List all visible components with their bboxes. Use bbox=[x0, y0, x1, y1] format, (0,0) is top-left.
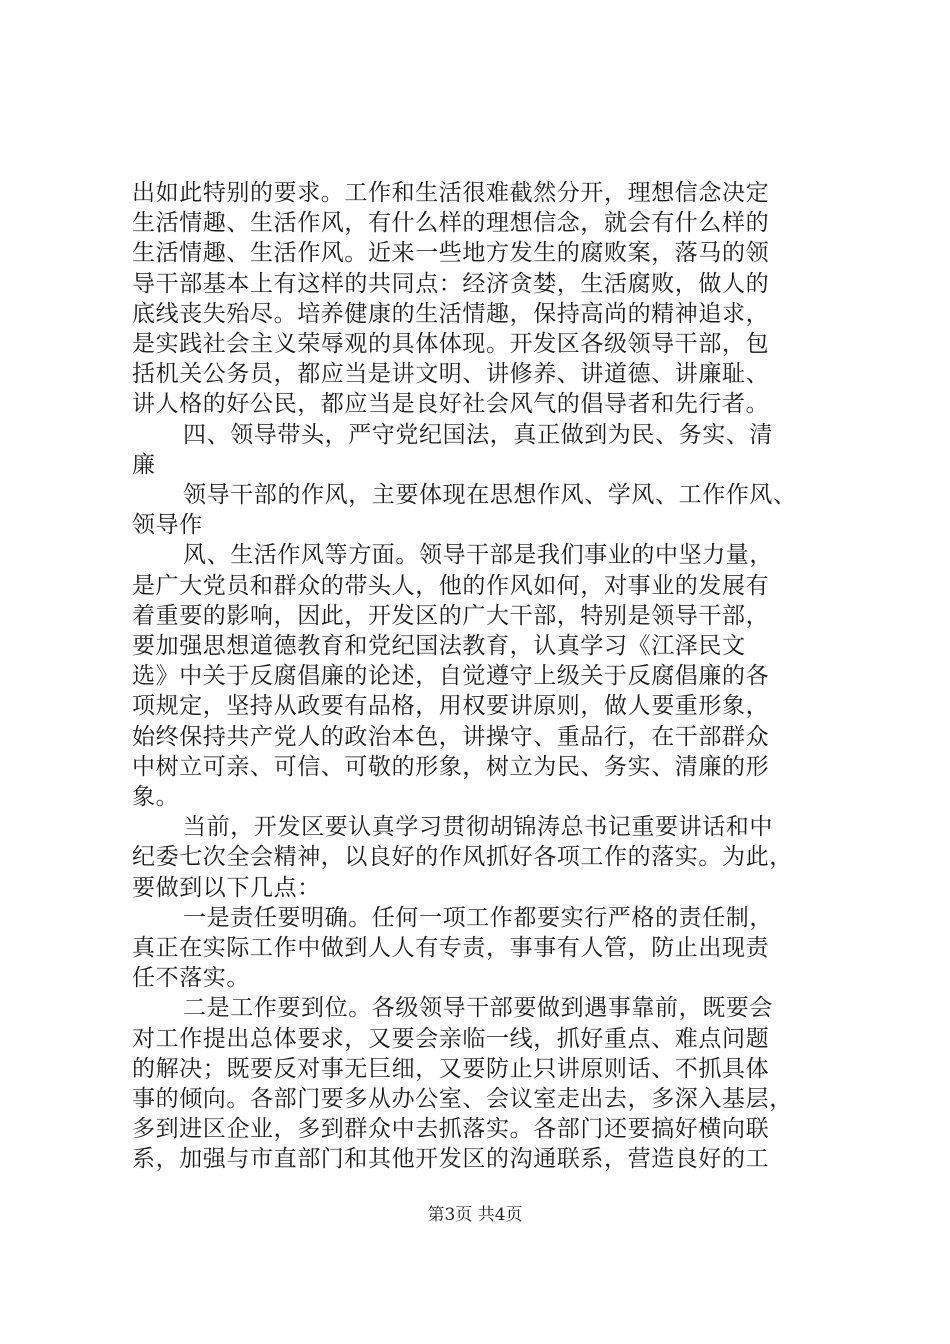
text-line: 一是责任要明确。任何一项工作都要实行严格的责任制， bbox=[183, 904, 773, 931]
text-line: 真正在实际工作中做到人人有专责，事事有人管，防止出现责 bbox=[132, 935, 770, 961]
text-line: 象。 bbox=[132, 784, 180, 810]
text-line: 风、生活作风等方面。领导干部是我们事业的中坚力量， bbox=[183, 542, 773, 569]
text-line: 二是工作要到位。各级领导干部要做到遇事靠前，既要会 bbox=[183, 995, 773, 1022]
section-heading: 四、领导带头，严守党纪国法，真正做到为民、务实、清 bbox=[183, 421, 773, 448]
text-line: 项规定，坚持从政要有品格，用权要讲原则，做人要重形象， bbox=[132, 693, 770, 720]
page-number-footer: 第3页 共4页 bbox=[427, 1205, 523, 1225]
text-line: 多到进区企业，多到群众中去抓落实。各部门还要搞好横向联 bbox=[132, 1116, 770, 1143]
text-line: 出如此特别的要求。工作和生活很难截然分开，理想信念决定 bbox=[132, 180, 770, 206]
text-line: 要做到以下几点： bbox=[132, 874, 321, 901]
text-line: 事的倾向。各部门要多从办公室、会议室走出去，多深入基层， bbox=[132, 1086, 793, 1112]
text-line: 要加强思想道德教育和党纪国法教育，认真学习《江泽民文 bbox=[132, 633, 746, 659]
text-line: 的解决；既要反对事无巨细，又要防止只讲原则话、不抓具体 bbox=[132, 1055, 770, 1082]
text-line: 是广大党员和群众的带头人，他的作风如何，对事业的发展有 bbox=[132, 572, 770, 599]
text-line: 着重要的影响，因此，开发区的广大干部，特别是领导干部， bbox=[132, 602, 770, 629]
text-line: 讲人格的好公民，都应当是良好社会风气的倡导者和先行者。 bbox=[132, 391, 770, 418]
text-line: 选》中关于反腐倡廉的论述，自觉遵守上级关于反腐倡廉的各 bbox=[132, 663, 770, 690]
text-line: 系，加强与市直部门和其他开发区的沟通联系，营造良好的工 bbox=[132, 1146, 770, 1173]
text-line: 始终保持共产党人的政治本色，讲操守、重品行，在干部群众 bbox=[132, 723, 770, 750]
text-line: 底线丧失殆尽。培养健康的生活情趣，保持高尚的精神追求， bbox=[132, 300, 770, 327]
text-line: 导干部基本上有这样的共同点：经济贪婪，生活腐败，做人的 bbox=[132, 270, 770, 297]
text-line: 任不落实。 bbox=[132, 965, 250, 992]
text-line: 领导作 bbox=[132, 512, 203, 539]
text-line: 纪委七次全会精神，以良好的作风抓好各项工作的落实。为此， bbox=[132, 844, 793, 871]
text-line: 生活情趣、生活作风。近来一些地方发生的腐败案，落马的领 bbox=[132, 240, 770, 267]
section-heading-continued: 廉 bbox=[132, 451, 156, 478]
text-line: 当前，开发区要认真学习贯彻胡锦涛总书记重要讲话和中 bbox=[183, 814, 773, 841]
text-line: 中树立可亲、可信、可敬的形象，树立为民、务实、清廉的形 bbox=[132, 753, 770, 780]
text-line: 领导干部的作风，主要体现在思想作风、学风、工作作风、 bbox=[183, 482, 797, 508]
text-line: 生活情趣、生活作风，有什么样的理想信念，就会有什么样的 bbox=[132, 210, 770, 237]
text-line: 对工作提出总体要求，又要会亲临一线，抓好重点、难点问题 bbox=[132, 1025, 770, 1052]
text-line: 是实践社会主义荣辱观的具体体现。开发区各级领导干部，包 bbox=[132, 331, 770, 357]
text-line: 括机关公务员，都应当是讲文明、讲修养、讲道德、讲廉耻、 bbox=[132, 361, 770, 388]
